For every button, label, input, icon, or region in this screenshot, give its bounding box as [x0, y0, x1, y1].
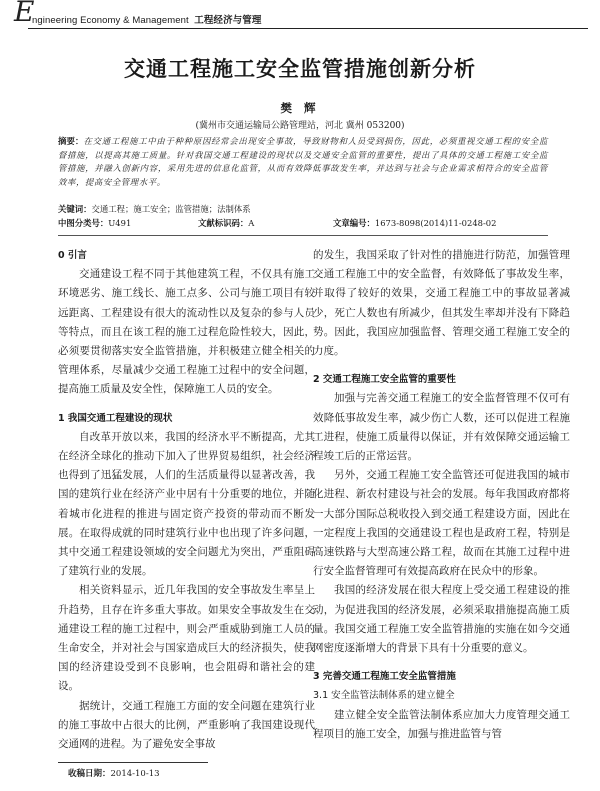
footnote-rule	[58, 762, 208, 763]
article-number-label: 文章编号：	[333, 218, 375, 228]
journal-section: 工程经济与管理	[194, 15, 262, 26]
clc-label: 中图分类号：	[58, 218, 109, 228]
journal-name	[32, 12, 261, 26]
received-date	[68, 767, 160, 779]
keywords-text: 交通工程；施工安全；监管措施；法制体系	[91, 204, 251, 214]
journal-header	[14, 2, 586, 28]
doc-code-label: 文献标识码：	[198, 218, 249, 228]
abstract	[58, 135, 548, 189]
section-1-heading: 1 我国交通工程建设的现状	[58, 412, 173, 424]
section-2-heading: 2 交通工程施工安全监管的重要性	[313, 374, 456, 386]
received-label: 收稿日期：	[68, 769, 111, 779]
section-1-paragraph-2: 相关资料显示，近几年我国的安全事故发生率呈上升趋势，且存在许多重大事故。如果安全事故发生在交通建设工程的施工过程中，则会严重威胁到施工人员的生命安全，并对社会与国家造成巨大的经济损失，使我国的经济建设受到不良影响，也会阻碍和谐社会的建设。	[58, 584, 315, 693]
abstract-divider	[58, 235, 548, 236]
section-3-1-paragraph: 建立健全安全监管法制体系应加大力度管理交通工程项目的施工安全，加强与推进监管与管	[313, 708, 570, 740]
section-3-1-heading: 3.1 安全监管法制体系的建立健全	[313, 690, 455, 702]
doc-code-field	[198, 217, 255, 230]
keywords-label: 关键词：	[58, 204, 92, 214]
section-2-paragraph-2: 另外，交通工程施工安全监管还可促进我国的城市化进程、新农村建设与社会的发展。每年我国政府都将一大部分国际总税收投入到交通工程建设方面，因此在一定程度上我国的交通建设工程也是政府工程，特别是高速铁路与大型高速公路工程，故而在其施工过程中进行安全监督管理可有效提高政府在民众中的形象。	[313, 469, 570, 578]
keywords	[58, 203, 548, 216]
section-2-paragraph-3: 我国的经济发展在很大程度上受交通工程建设的推动，为促进我国的经济发展，必须采取措施提高施工质量。我国交通工程施工安全监管措施的实施在如今交通网密度逐渐增大的背景下具有十分重要的意义。	[313, 584, 570, 655]
doc-code-value: A	[248, 218, 255, 228]
section-1-paragraph-3-continued: 的发生，我国采取了针对性的措施进行防范，加强管理交通工程施工中的安全监督，有效降低了事故发生率，并取得了较好的效果，交通工程施工中的事故显著减少，死亡人数也有所减少，但其发生率却并没有下降趋势。因此，我国应加强监督、管理交通工程施工安全的力度。	[313, 249, 570, 358]
journal-name-text: ngineering Economy & Management	[32, 15, 189, 26]
left-column	[58, 246, 315, 754]
section-2-paragraph-1: 加强与完善交通工程施工的安全监督管理不仅可有效降低事故发生率，减少伤亡人数，还可以促进工程施工进程，使施工质量得以保证，并有效保障交通运输工程竣工后的正常运营。	[313, 392, 570, 463]
clc-value: U491	[108, 218, 132, 228]
author: 樊 辉	[280, 101, 320, 115]
section-3-heading: 3 完善交通工程施工安全监管措施	[313, 671, 456, 683]
section-0-paragraph: 交通建设工程不同于其他建筑工程，不仅具有施工环境恶劣、施工线长、施工点多、公司与施工项目有较远距离、工程建设有很大的流动性以及复杂的参与人员等特点，而且在该工程的施工过程危险性较大，因此，必须要贯彻落实安全监管措施，并积极建立健全相关的管理体系，尽量减少交通工程施工过程中的安全问题，提高施工质量及安全性，保障施工人员的安全。	[58, 268, 315, 396]
section-0-heading: 0 引言	[58, 250, 87, 261]
journal-initial: E	[14, 0, 35, 28]
abstract-text: 在交通工程施工中由于种种原因经常会出现安全事故，导致财物和人员受到损伤，因此，必须重视交通工程的安全监督措施，以提高其施工质量。针对我国交通工程建设的现状以及交通安全监管的重要性，提出了具体的交通工程施工安全监管措施，并融入创新内容，采用先进的信息化监管，从而有效降低事故发生率，并达到与社会与企业需求相符合的安全监管效率，提高安全管理水平。	[58, 136, 548, 187]
abstract-label: 摘要：	[58, 136, 84, 146]
affiliation: (冀州市交通运输局公路管理站，河北 冀州 053200)	[195, 121, 405, 131]
section-1-paragraph-3: 据统计，交通工程施工方面的安全问题在建筑行业的施工事故中占很大的比例，严重影响了我国建设现代交通网的进程。为了避免安全事故	[58, 699, 315, 751]
article-title: 交通工程施工安全监管措施创新分析	[124, 57, 476, 81]
header-rule	[28, 28, 588, 29]
received-value: 2014-10-13	[110, 769, 160, 779]
section-1-paragraph-1: 自改革开放以来，我国的经济水平不断提高，尤其在经济全球化的推动下加入了世界贸易组织，社会经济也得到了迅猛发展，人们的生活质量得以显著改善，我国的建筑行业在经济产业中居有十分重要的地位，并随着城市化进程的推进与固定资产投资的带动而不断发展。在取得成就的同时建筑行业中也出现了许多问题，其中交通工程建设领域的安全问题尤为突出，严重阻碍了建筑行业的发展。	[58, 430, 315, 578]
article-number-field	[333, 217, 497, 230]
clc-field	[58, 217, 132, 230]
right-column	[313, 246, 570, 744]
article-number-value: 1673-8098(2014)11-0248-02	[374, 218, 497, 228]
